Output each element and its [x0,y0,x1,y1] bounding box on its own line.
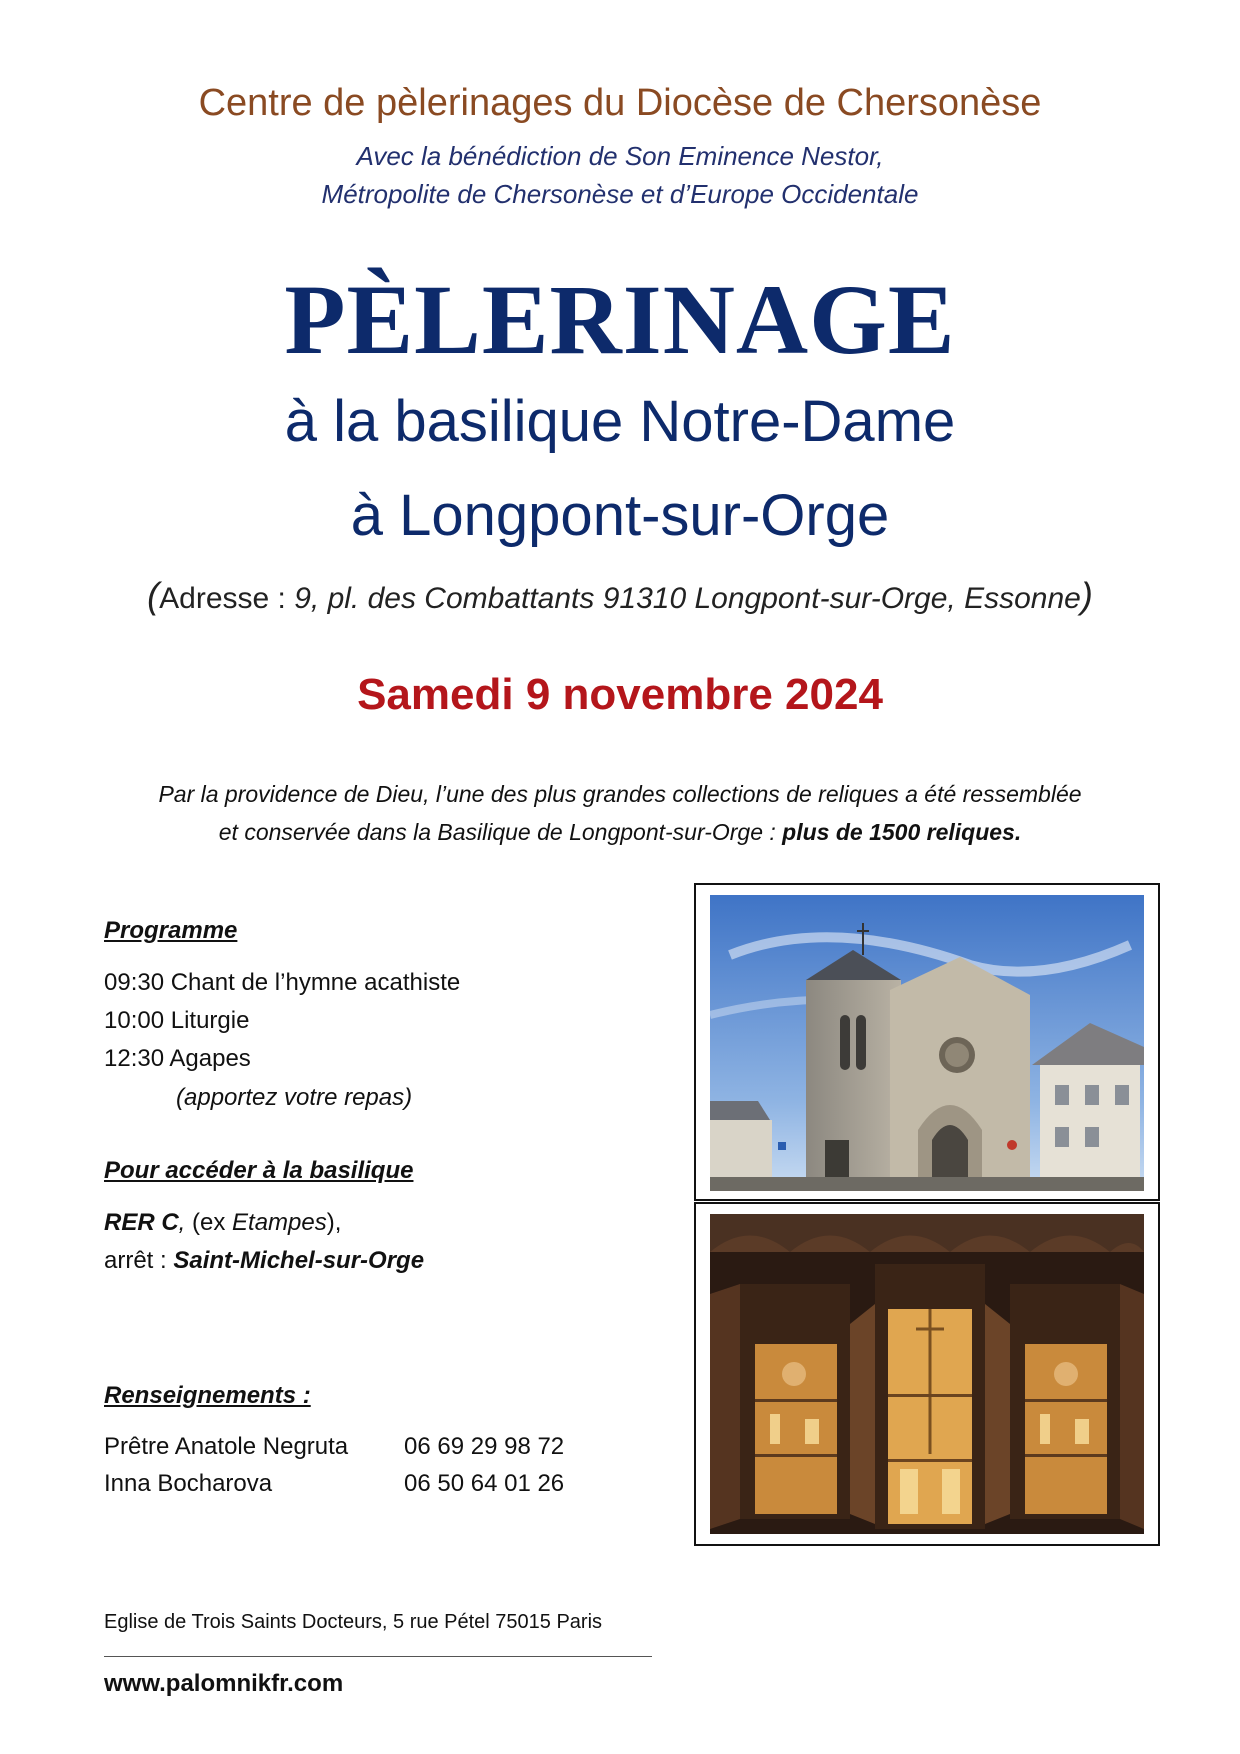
address-open-paren: ( [147,575,160,616]
programme-note: (apportez votre repas) [176,1084,413,1111]
footer-divider [104,1656,652,1657]
programme-item: 12:30 Agapes [104,1045,251,1072]
access-line-1-end: ), [326,1209,342,1236]
programme-heading: Programme [104,917,238,944]
blessing-line-2: Métropolite de Chersonèse et d’Europe Occidentale [321,179,919,209]
blessing-line-1: Avec la bénédiction de Son Eminence Nestor, [356,141,884,171]
stop-label: arrêt : [104,1247,174,1274]
stop-name: Saint-Michel-sur-Orge [173,1247,425,1274]
contact-row [104,1470,565,1498]
access-line-1-mid: (ex [185,1209,233,1236]
contact-row [104,1433,565,1461]
intro-line-2-text: et conservée dans la Basilique de Longpont-sur-Orge : [218,819,783,845]
basilica-photo-frame [694,883,1160,1201]
access-heading: Pour accéder à la basilique [104,1157,414,1184]
intro-line-2 [0,819,1240,846]
subtitle-line-1: à la basilique Notre-Dame [284,389,956,454]
programme-item: 10:00 Liturgie [104,1007,250,1034]
relics-count: plus de 1500 reliques. [782,819,1022,845]
access-line-1 [104,1209,341,1237]
access-line-2 [104,1247,424,1275]
address-label: Adresse : [159,582,286,615]
website-link[interactable]: www.palomnikfr.com [104,1670,344,1697]
contact-phone: 06 69 29 98 72 [404,1433,565,1460]
main-title: PÈLERINAGE [284,264,956,375]
train-line: RER C [104,1209,179,1236]
contacts-heading: Renseignements : [104,1382,311,1409]
train-line-comma: , [178,1209,186,1236]
intro-line-1: Par la providence de Dieu, l’une des plus grandes collections de reliques a été ressemblée [158,781,1082,807]
contact-name: Inna Bocharova [104,1470,273,1497]
organization-name: Centre de pèlerinages du Diocèse de Chersonèse [198,82,1042,124]
subtitle-line-2: à Longpont-sur-Orge [350,483,890,548]
contact-phone: 06 50 64 01 26 [404,1470,565,1497]
footer-address: Eglise de Trois Saints Docteurs, 5 rue Pétel 75015 Paris [104,1611,603,1633]
train-direction: Etampes [232,1209,327,1236]
address-close-paren: ) [1080,575,1093,616]
reliquary-photo-frame [694,1202,1160,1546]
address-value: 9, pl. des Combattants 91310 Longpont-sur-Orge, Essonne [285,582,1081,615]
basilica-exterior-photo [710,895,1144,1191]
event-date: Samedi 9 novembre 2024 [357,670,883,719]
contact-name: Prêtre Anatole Negruta [104,1433,349,1460]
reliquary-interior-photo [710,1214,1144,1534]
address-line [0,575,1240,617]
programme-item: 09:30 Chant de l’hymne acathiste [104,969,461,996]
